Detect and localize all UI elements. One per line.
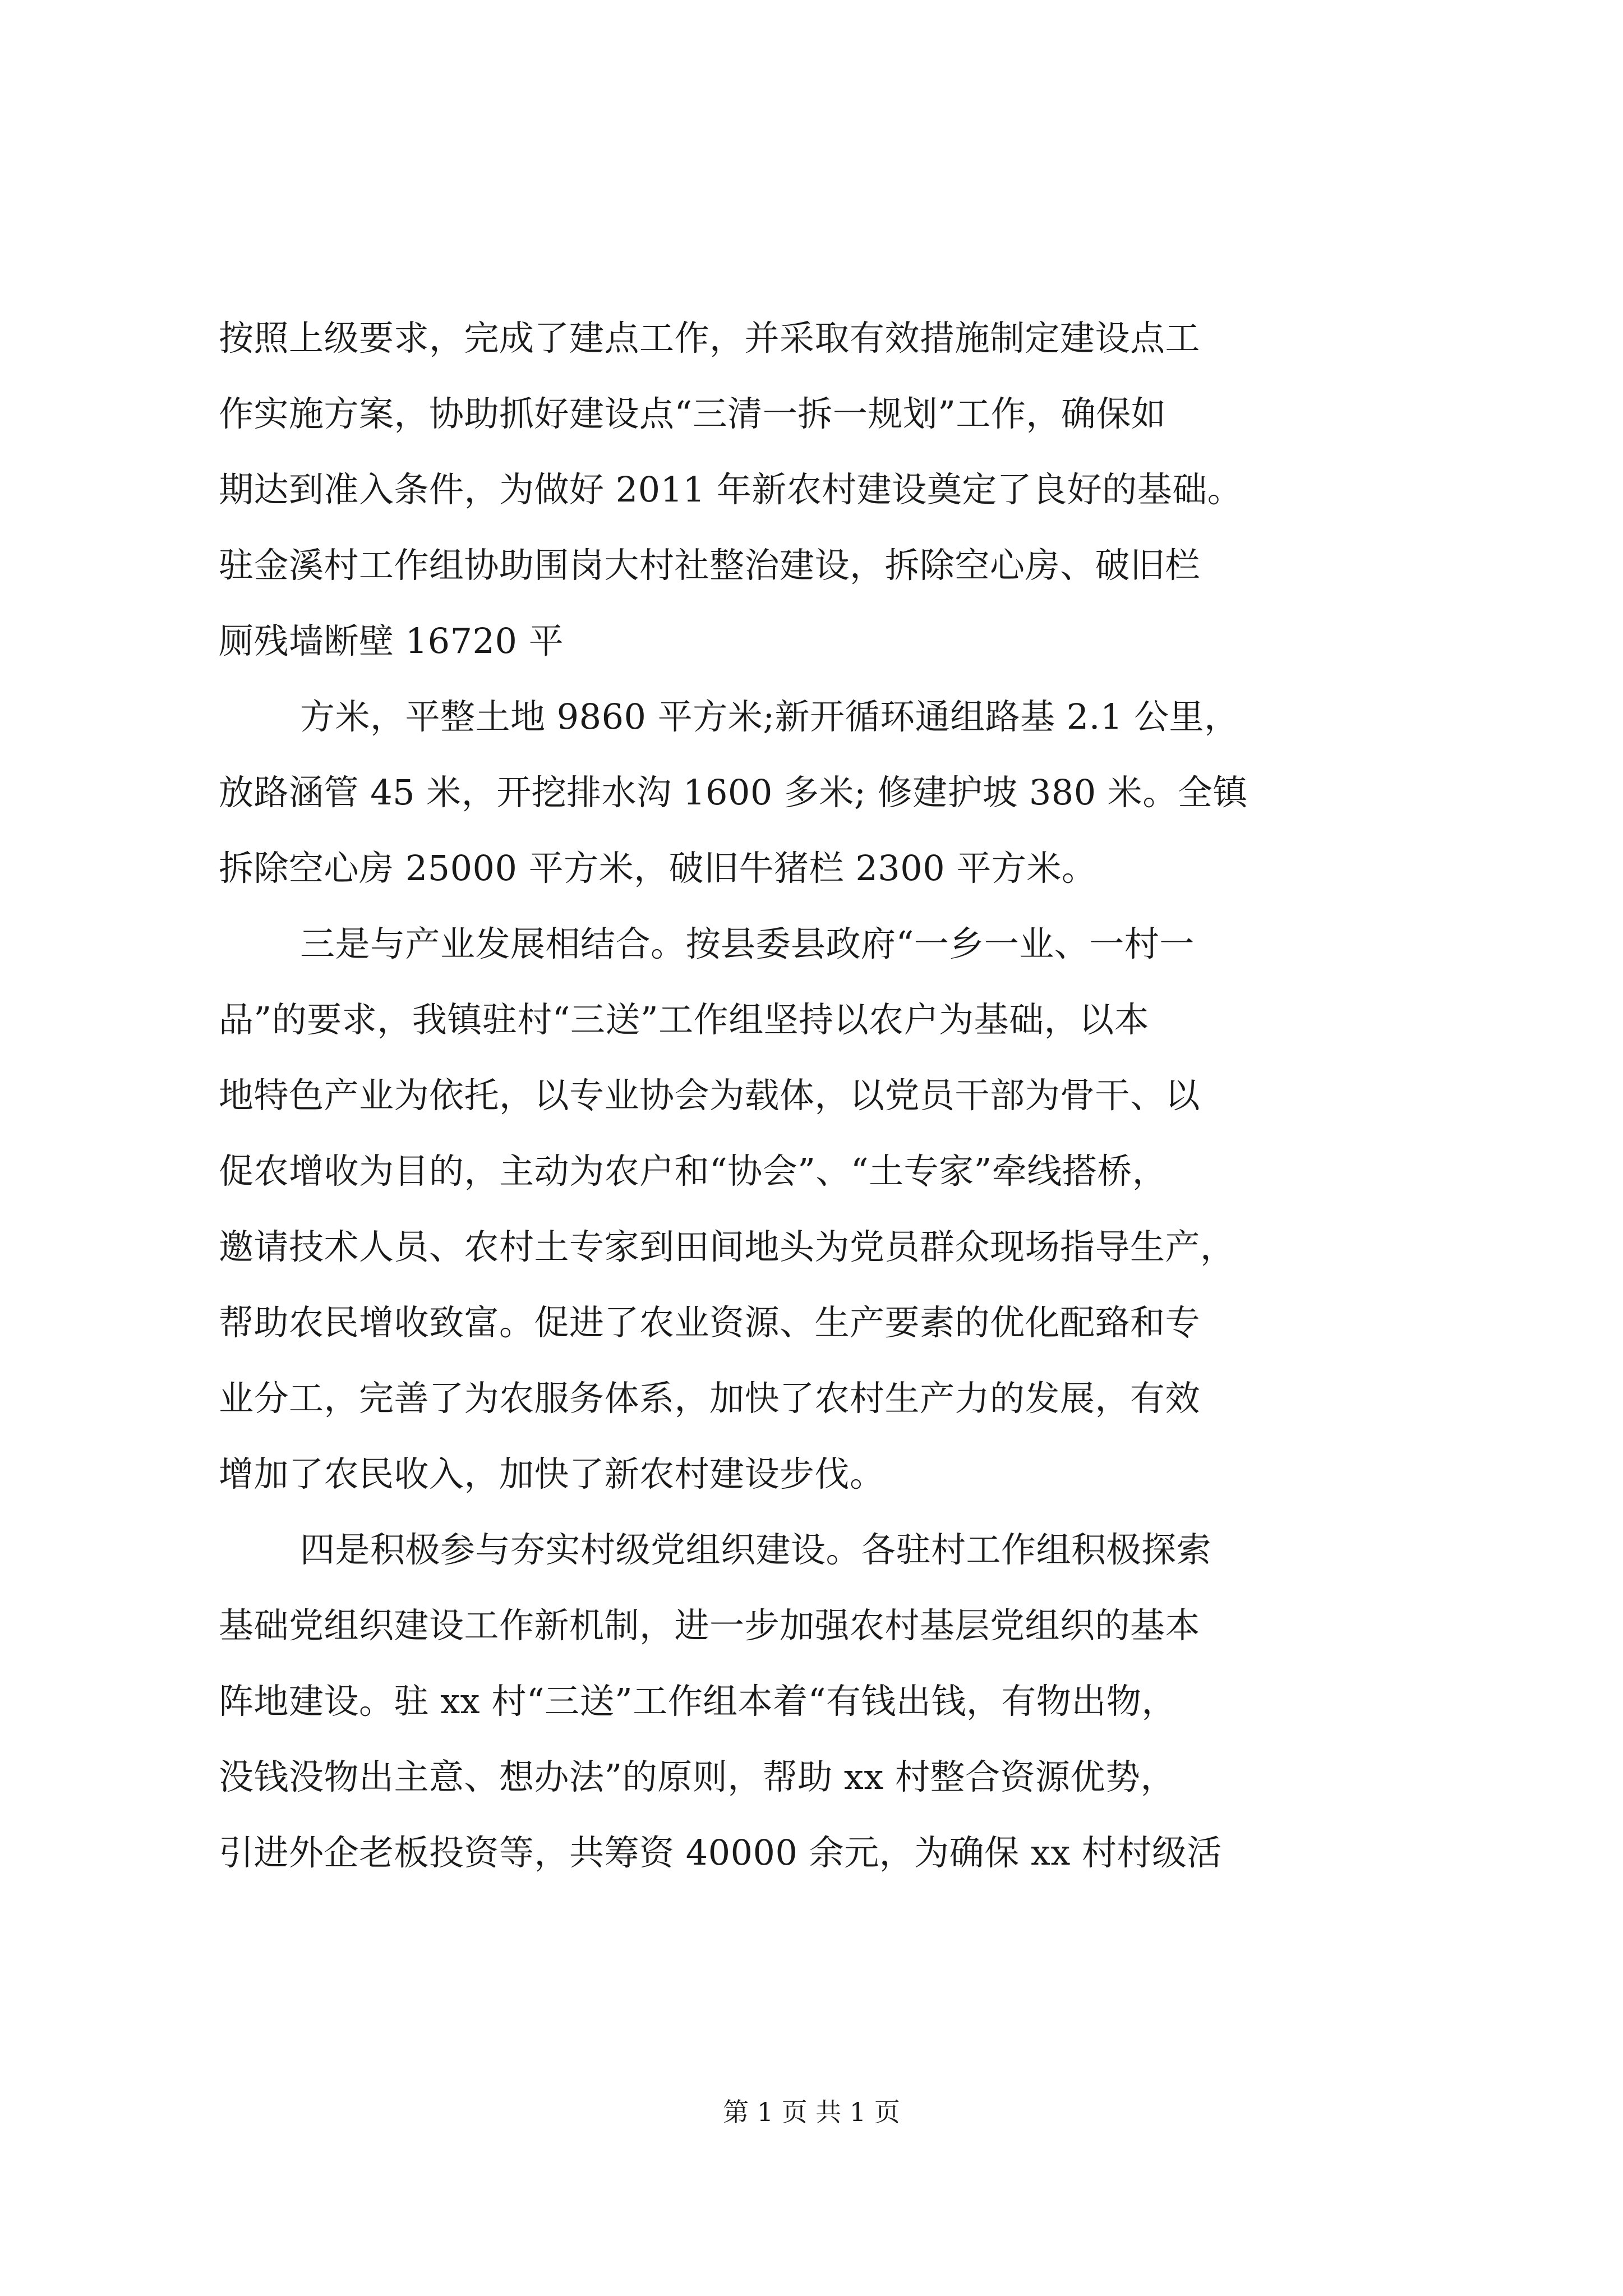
text-line: 帮助农民增收致富。促进了农业资源、生产要素的优化配臵和专 [219,1302,1201,1343]
text-line: 地特色产业为依托，以专业协会为载体，以党员干部为骨干、以 [219,1075,1201,1116]
text-line: 品”的要求，我镇驻村“三送”工作组坚持以农户为基础，以本 [219,999,1150,1040]
text-line: 邀请技术人员、农村土专家到田间地头为党员群众现场指导生产， [219,1226,1235,1267]
text-line: 没钱没物出主意、想办法”的原则，帮助 xx 村整合资源优势， [219,1756,1176,1797]
text-line: 驻金溪村工作组协助围岗大村社整治建设，拆除空心房、破旧栏 [219,545,1201,586]
text-line: 增加了农民收入，加快了新农村建设步伐。 [219,1453,885,1494]
text-line: 业分工，完善了为农服务体系，加快了农村生产力的发展，有效 [219,1378,1201,1419]
text-line: 按照上级要求，完成了建点工作，并采取有效措施制定建设点工 [219,318,1201,358]
text-line: 三是与产业发展相结合。按县委县政府“一乡一业、一村一 [300,923,1195,964]
text-line: 方米，平整土地 9860 平方米;新开循环通组路基 2.1 公里， [300,696,1239,737]
text-line: 期达到准入条件，为做好 2011 年新农村建设奠定了良好的基础。 [219,469,1243,510]
text-line: 拆除空心房 25000 平方米，破旧牛猪栏 2300 平方米。 [219,848,1097,889]
text-line: 引进外企老板投资等，共筹资 40000 余元，为确保 xx 村村级活 [219,1832,1222,1873]
text-line: 放路涵管 45 米，开挖排水沟 1600 多米; 修建护坡 380 米。全镇 [219,772,1248,813]
text-line: 基础党组织建设工作新机制，进一步加强农村基层党组织的基本 [219,1605,1201,1646]
text-line: 四是积极参与夯实村级党组织建设。各驻村工作组积极探索 [300,1529,1212,1570]
text-line: 阵地建设。驻 xx 村“三送”工作组本着“有钱出钱，有物出物， [219,1681,1177,1722]
text-line: 促农增收为目的，主动为农户和“协会”、“土专家”牵线搭桥， [219,1151,1168,1191]
page-footer: 第 1 页 共 1 页 [723,2097,900,2127]
text-line: 厕残墙断壁 16720 平 [219,620,564,661]
text-line: 作实施方案，协助抓好建设点“三清一拆一规划”工作，确保如 [219,393,1166,434]
